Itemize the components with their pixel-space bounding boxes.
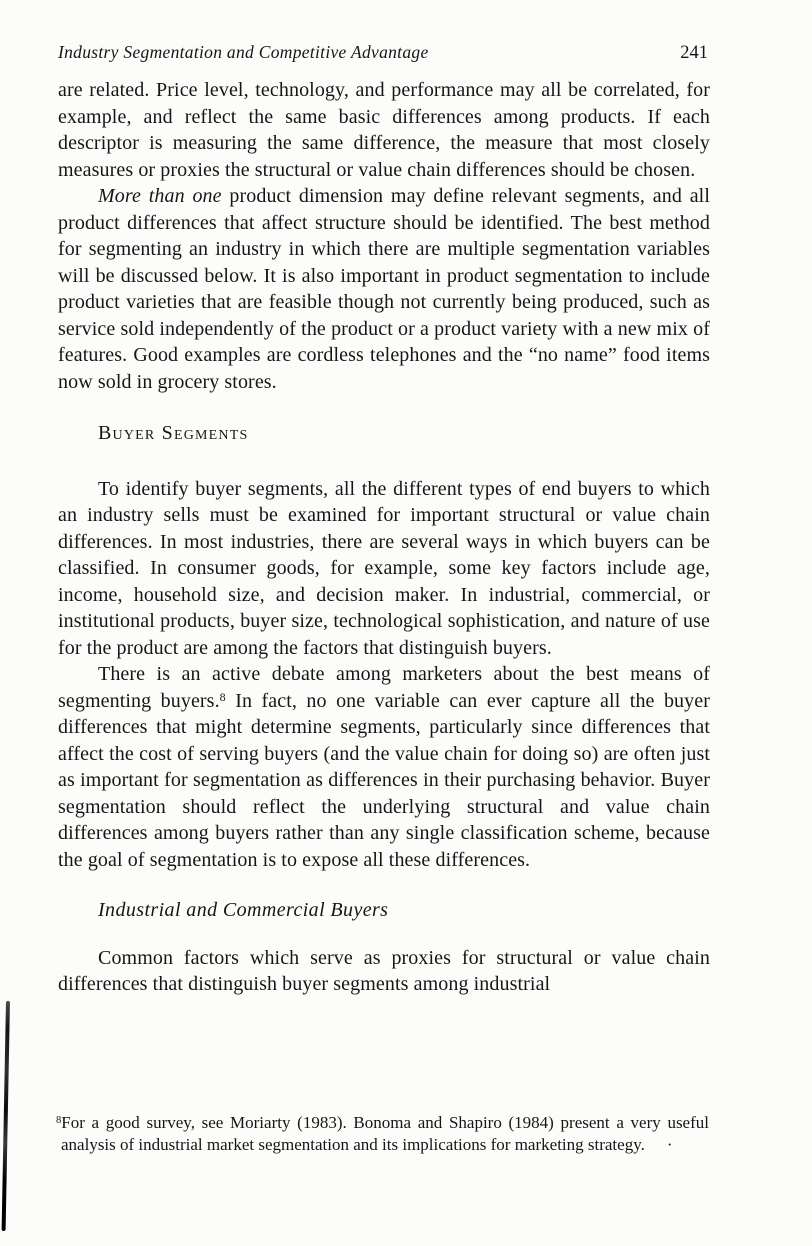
italic-phrase: More than one [98, 185, 222, 207]
subsection-heading-industrial-commercial-buyers: Industrial and Commercial Buyers [98, 899, 389, 921]
footnote-number: 8 [56, 1115, 62, 1126]
running-head-title: Industry Segmentation and Competitive Advantage [58, 42, 429, 62]
paragraph: Common factors which serve as proxies for structural or value chain differences that distinguish buyer segments among industrial [58, 946, 710, 995]
paragraph-text: product dimension may define relevant segments, and all product differences that affect structure should be identified. The best method for segmenting an industry in which there are multiple segmentation variables will be discussed below. It is also important in product segmentation to include product varieties that are feasible though not currently being produced, such as service sold independently of the product or a product variety with a new mix of features. Good examples are cordless telephones and the “no name” food items now sold in grocery stores. [58, 185, 710, 393]
section-heading-buyer-segments: Buyer Segments [98, 422, 249, 444]
paragraph [58, 183, 710, 395]
footnote-text: For a good survey, see Moriarty (1983). Bonoma and Shapiro (1984) present a very useful analysis of industrial market segmentation and its implications for marketing strategy. [61, 1113, 709, 1154]
paragraph [58, 661, 710, 873]
paragraph-text: In fact, no one variable can ever capture all the buyer differences that might determine segments, particularly since differences that affect the cost of serving buyers (and the value chain for doing so) are often just as important for segmentation as differences in their purchasing behavior. Buyer segmentation should reflect the underlying structural and value chain differences among buyers rather than any single classification scheme, because the goal of segmentation is to expose all these differences. [58, 689, 710, 871]
paragraph: To identify buyer segments, all the different types of end buyers to which an industry sells must be examined for important structural or value chain differences. In most industries, there are several ways in which buyers can be classified. In consumer goods, for example, some key factors include age, income, household size, and decision maker. In industrial, commercial, or institutional products, buyer size, technological sophistication, and nature of use for the product are among the factors that distinguish buyers. [58, 477, 710, 659]
page-body [58, 77, 710, 998]
scan-artifact-dot: · [666, 1134, 673, 1154]
footnote-ref-superscript: 8 [219, 689, 226, 704]
binding-artifact-line [2, 1001, 10, 1231]
paragraph-continued: are related. Price level, technology, and performance may all be correlated, for example, and reflect the same basic differences among products. If each descriptor is measuring the same difference, the measure that most closely measures or proxies the structural or value chain differences should be chosen. [58, 79, 710, 181]
paragraph-text: There is an active debate among marketers about the best means of segmenting buyers. [58, 663, 710, 712]
page-number: 241 [680, 43, 708, 63]
running-head [58, 42, 710, 64]
footnote [56, 1112, 709, 1155]
